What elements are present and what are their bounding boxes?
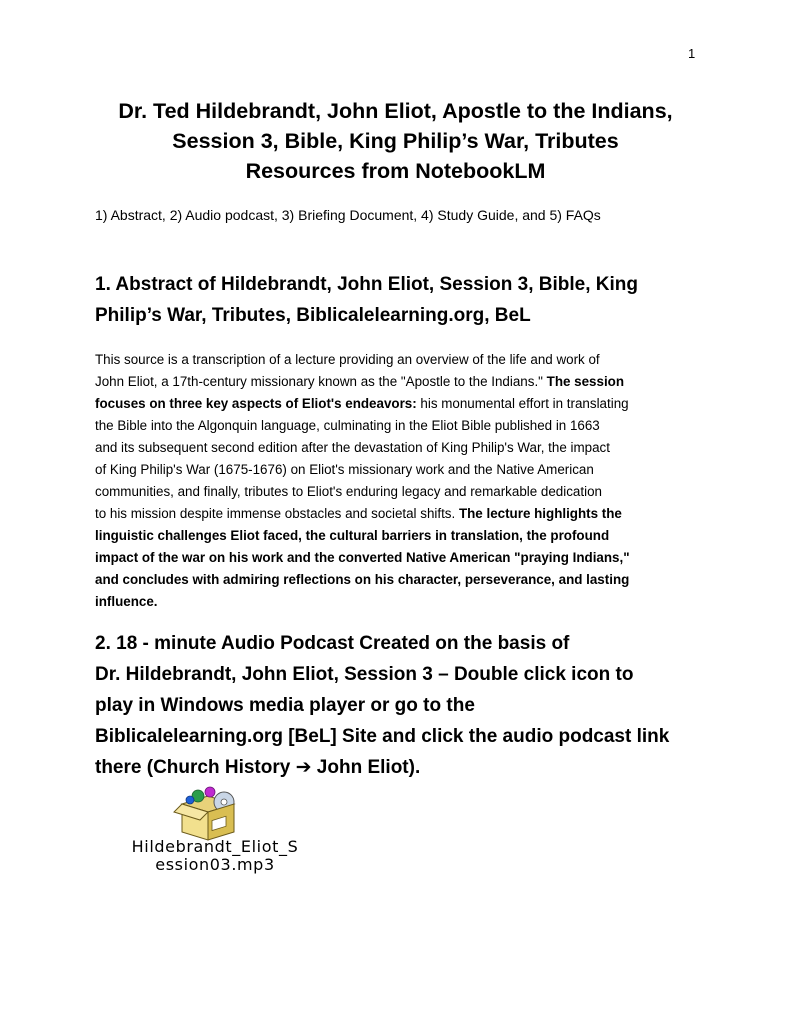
abstract-bold-text: influence. xyxy=(95,594,158,609)
abstract-line xyxy=(95,349,707,371)
section-2-heading xyxy=(95,628,735,783)
abstract-line xyxy=(95,371,707,393)
abstract-text: the Bible into the Algonquin language, culminating in the Eliot Bible published in 1663 xyxy=(95,418,600,433)
heading-text: there (Church History xyxy=(95,757,296,778)
abstract-text: his monumental effort in translating xyxy=(416,396,629,411)
abstract-line xyxy=(95,569,707,591)
media-package-icon[interactable] xyxy=(168,786,248,842)
abstract-line xyxy=(95,525,707,547)
abstract-bold-text: impact of the war on his work and the converted Native American "praying Indians," xyxy=(95,550,630,565)
abstract-text: to his mission despite immense obstacles and societal shifts. xyxy=(95,506,459,521)
abstract-line xyxy=(95,591,707,613)
abstract-line xyxy=(95,503,707,525)
section-1-heading xyxy=(95,269,735,331)
abstract-text: of King Philip's War (1675-1676) on Eliot's missionary work and the Native American xyxy=(95,462,594,477)
abstract-line xyxy=(95,547,707,569)
title-line-1: Dr. Ted Hildebrandt, John Eliot, Apostle to the Indians, xyxy=(118,99,673,123)
abstract-line xyxy=(95,459,707,481)
section-2-heading-line-5 xyxy=(95,752,735,783)
section-1-heading-line-2: Philip’s War, Tributes, Biblicalelearning.org, BeL xyxy=(95,305,531,326)
abstract-bold-text: The lecture highlights the xyxy=(458,506,622,521)
right-arrow-icon: ➔ xyxy=(295,757,312,778)
abstract-paragraph xyxy=(95,349,707,613)
abstract-bold-text: The session xyxy=(546,374,625,389)
section-2-heading-line-4: Biblicalelearning.org [BeL] Site and click the audio podcast link xyxy=(95,726,670,747)
abstract-line xyxy=(95,415,707,437)
abstract-line xyxy=(95,481,707,503)
abstract-bold-text: and concludes with admiring reflections on his character, perseverance, and lasting xyxy=(95,572,630,587)
heading-text: John Eliot). xyxy=(311,757,421,778)
abstract-text: communities, and finally, tributes to Eliot's enduring legacy and remarkable dedication xyxy=(95,484,602,499)
abstract-text: John Eliot, a 17th-century missionary known as the "Apostle to the Indians." xyxy=(95,374,547,389)
section-2-heading-line-1: 2. 18 - minute Audio Podcast Created on the basis of xyxy=(95,633,570,654)
section-2-heading-line-2: Dr. Hildebrandt, John Eliot, Session 3 – Double click icon to xyxy=(95,664,634,685)
audio-file-name[interactable] xyxy=(90,838,340,874)
abstract-text: This source is a transcription of a lecture providing an overview of the life and work of xyxy=(95,352,600,367)
section-1-heading-line-1: 1. Abstract of Hildebrandt, John Eliot, Session 3, Bible, King xyxy=(95,274,638,295)
abstract-line xyxy=(95,437,707,459)
page-number: 1 xyxy=(688,46,696,61)
abstract-text: and its subsequent second edition after the devastation of King Philip's War, the impact xyxy=(95,440,610,455)
abstract-bold-text: linguistic challenges Eliot faced, the cultural barriers in translation, the profound xyxy=(95,528,610,543)
abstract-line xyxy=(95,393,707,415)
title-line-2: Session 3, Bible, King Philip’s War, Tributes xyxy=(172,129,619,153)
audio-file-name-line-1: Hildebrandt_Eliot_S xyxy=(131,837,299,856)
abstract-bold-text: focuses on three key aspects of Eliot's endeavors: xyxy=(95,396,417,411)
document-title xyxy=(40,96,751,186)
section-2-heading-line-3: play in Windows media player or go to the xyxy=(95,695,475,716)
title-line-3: Resources from NotebookLM xyxy=(245,159,546,183)
audio-file-name-line-2: ession03.mp3 xyxy=(155,855,275,874)
resources-list: 1) Abstract, 2) Audio podcast, 3) Briefing Document, 4) Study Guide, and 5) FAQs xyxy=(95,207,601,223)
